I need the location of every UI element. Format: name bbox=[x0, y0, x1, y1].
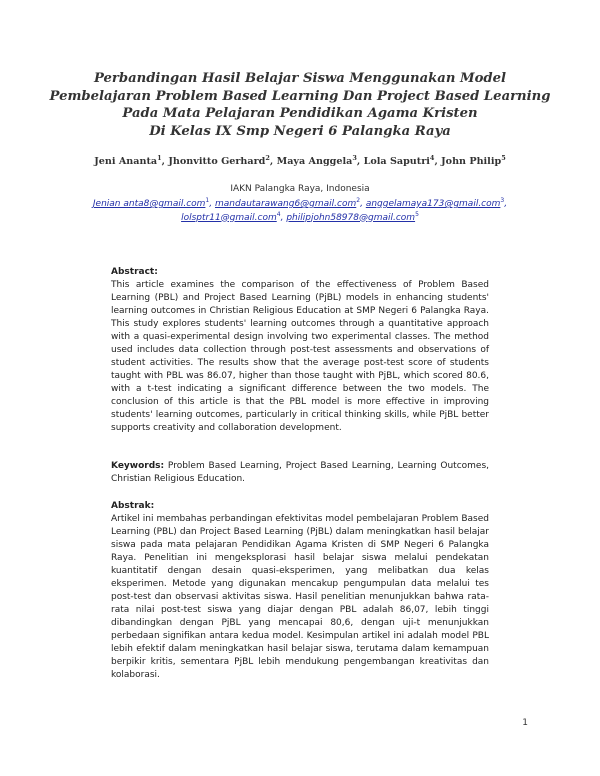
email-mark: 2 bbox=[356, 197, 361, 204]
author-name: Jeni Ananta bbox=[94, 156, 158, 167]
keywords-text: Problem Based Learning, Project Based Learning, Learning Outcomes, Christian Religious Education. bbox=[111, 461, 489, 484]
abstract-heading: Abstract: bbox=[111, 267, 158, 277]
author-name: Maya Anggela bbox=[276, 156, 353, 167]
author-mark: 5 bbox=[501, 153, 506, 162]
email-link[interactable]: mandautarawang6@gmail.com bbox=[214, 199, 357, 209]
title-line: Pada Mata Pelajaran Pendidikan Agama Kristen bbox=[122, 106, 478, 122]
email-mark: 3 bbox=[500, 197, 505, 204]
email-link[interactable]: Jenian anta8@gmail.com bbox=[92, 199, 206, 209]
email-link[interactable]: anggelamaya173@gmail.com bbox=[365, 199, 501, 209]
author-mark: 3 bbox=[352, 153, 357, 162]
affiliation: IAKN Palangka Raya, Indonesia bbox=[230, 184, 370, 194]
page-number: 1 bbox=[522, 718, 528, 728]
author-mark: 2 bbox=[265, 153, 270, 162]
keywords-heading: Keywords: bbox=[111, 461, 165, 471]
author-name: John Philip bbox=[441, 156, 502, 167]
author-name: Lola Saputri bbox=[363, 156, 430, 167]
abstract-indonesian bbox=[111, 500, 489, 682]
abstrak-heading: Abstrak: bbox=[111, 501, 155, 511]
author-name: Jhonvitto Gerhard bbox=[168, 156, 266, 167]
email-link[interactable]: philipjohn58978@gmail.com bbox=[286, 212, 416, 223]
abstrak-text: Artikel ini membahas perbandingan efektivitas model pembelajaran Problem Based Learning (PBL) dan Project Based Learning (PjBL) dalam meningkatkan hasil belajar siswa pada mata pelajaran Pendidikan Agama Kristen di SMP Negeri 6 Palangka Raya. Penelitian ini mengeksplorasi hasil belajar siswa melalui pendekatan kuantitatif dengan desain quasi-eksperimen, yang melibatkan dua kelas eksperimen. Metode yang digunakan mencakup pengumpulan data melalui tes post-test dan observasi aktivitas siswa. Hasil penelitian menunjukkan bahwa rata-rata nilai post-test siswa yang diajar dengan PBL adalah 86,07, lebih tinggi dibandingkan dengan PjBL yang mencapai 80,6, dengan uji-t menunjukkan perbedaan signifikan antara kedua model. Kesimpulan artikel ini adalah model PBL lebih efektif dalam meningkatkan hasil belajar siswa, terutama dalam kemampuan berpikir kritis, sementara PjBL lebih mendukung pengembangan kreativitas dan kolaborasi. bbox=[111, 514, 489, 680]
email-link[interactable]: lolsptr11@gmail.com bbox=[181, 212, 277, 223]
author-mark: 4 bbox=[429, 153, 435, 162]
title-line: Pembelajaran Problem Based Learning Dan Project Based Learning bbox=[49, 88, 551, 104]
email-mark: 1 bbox=[205, 197, 210, 204]
title-line: Di Kelas IX Smp Negeri 6 Palangka Raya bbox=[149, 123, 451, 139]
author-mark: 1 bbox=[157, 153, 162, 162]
abstract-english bbox=[111, 266, 489, 435]
email-mark: 4 bbox=[276, 210, 281, 218]
author-list: Jeni Ananta$^1$, Jhonvitto Gerhard$^2$, Maya Anggela$^3$, Lola Saputri$^4$, John Philip$^5$ bbox=[94, 153, 506, 167]
keywords bbox=[111, 460, 489, 486]
email-mark: 5 bbox=[415, 210, 419, 218]
abstract-text: This article examines the comparison of the effectiveness of Problem Based Learning (PBL) and Project Based Learning (PjBL) models in enhancing students' learning outcomes in Christian Religious Education at SMP Negeri 6 Palangka Raya. This study explores students' learning outcomes through a quantitative approach with a quasi-experimental design involving two experimental classes. The method used includes data collection through post-test assessments and observations of student activities. The results show that the average post-test score of students taught with PBL was 86.07, higher than those taught with PjBL, which scored 80.6, with a t-test indicating a significant difference between the two models. The conclusion of this article is that the PBL model is more effective in improving students' learning outcomes, particularly in critical thinking skills, while PjBL better supports creativity and collaboration development. bbox=[111, 280, 489, 433]
email-list: Jenian anta8@gmail.com$^1$, mandautarawang6@gmail.com$^2$, anggelamaya173@gmail.com$^3$, lolsptr11@gmail.com$^4$, philipjohn58978@gmail.com$^5$ bbox=[92, 197, 508, 223]
paper-title bbox=[40, 70, 560, 140]
title-line: Perbandingan Hasil Belajar Siswa Menggunakan Model bbox=[93, 71, 507, 86]
